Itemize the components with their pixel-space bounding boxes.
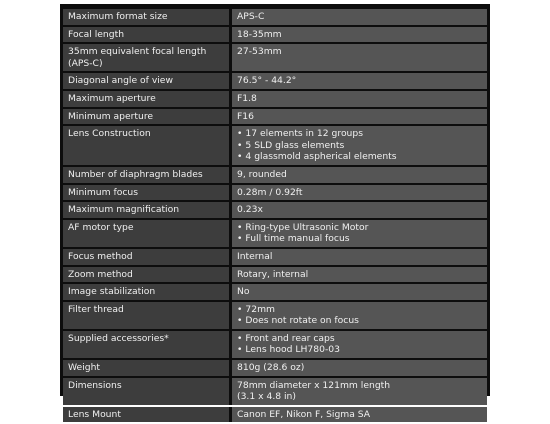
spec-value: APS-C	[229, 9, 487, 25]
table-row	[63, 302, 487, 329]
bullet-list	[237, 128, 483, 163]
list-item: • Ring-type Ultrasonic Motor	[237, 222, 483, 234]
spec-value: 27-53mm	[229, 44, 487, 71]
spec-value: 76.5° - 44.2°	[229, 73, 487, 89]
spec-value: F1.8	[229, 91, 487, 107]
spec-label: Supplied accessories*	[63, 331, 229, 358]
table-row	[63, 73, 487, 89]
table-row	[63, 284, 487, 300]
spec-label: Maximum format size	[63, 9, 229, 25]
spec-value: F16	[229, 109, 487, 125]
list-item: • 5 SLD glass elements	[237, 140, 483, 152]
spec-value: Internal	[229, 249, 487, 265]
spec-label: Image stabilization	[63, 284, 229, 300]
spec-value: 0.23x	[229, 202, 487, 218]
spec-label: Weight	[63, 360, 229, 376]
list-item: • Lens hood LH780-03	[237, 344, 483, 356]
spec-label: Focus method	[63, 249, 229, 265]
dimension-line: 78mm diameter x 121mm length	[237, 379, 391, 391]
spec-value: 18-35mm	[229, 27, 487, 43]
table-row	[63, 91, 487, 107]
spec-label: Diagonal angle of view	[63, 73, 229, 89]
bullet-list	[237, 304, 483, 327]
table-row	[63, 267, 487, 283]
spec-label: Dimensions	[63, 378, 229, 405]
table-row	[63, 126, 487, 165]
table-row	[63, 167, 487, 183]
table-row	[63, 360, 487, 376]
table-row	[63, 220, 487, 247]
spec-value	[229, 220, 487, 247]
list-item: • 72mm	[237, 304, 483, 316]
spec-label: Minimum focus	[63, 185, 229, 201]
dimension-line-imperial: (3.1 x 4.8 in)	[237, 391, 296, 403]
spec-label: 35mm equivalent focal length (APS-C)	[63, 44, 229, 71]
spec-label: Zoom method	[63, 267, 229, 283]
spec-value	[229, 378, 487, 405]
spec-value: No	[229, 284, 487, 300]
table-row	[63, 109, 487, 125]
list-item: • 4 glassmold aspherical elements	[237, 151, 483, 163]
spec-label: Lens Construction	[63, 126, 229, 165]
spec-value: Rotary, internal	[229, 267, 487, 283]
table-row	[63, 44, 487, 71]
spec-value: Canon EF, Nikon F, Sigma SA	[229, 407, 487, 423]
table-row	[63, 249, 487, 265]
bullet-list	[237, 222, 483, 245]
spec-value: 9, rounded	[229, 167, 487, 183]
spec-value	[229, 331, 487, 358]
spec-label: Maximum magnification	[63, 202, 229, 218]
spec-table	[63, 7, 487, 424]
spec-label: Filter thread	[63, 302, 229, 329]
list-item: • Does not rotate on focus	[237, 315, 483, 327]
spec-value	[229, 302, 487, 329]
spec-label: Focal length	[63, 27, 229, 43]
list-item: • Full time manual focus	[237, 233, 483, 245]
bullet-list	[237, 333, 483, 356]
table-row	[63, 27, 487, 43]
list-item: • Front and rear caps	[237, 333, 483, 345]
spec-label: Minimum aperture	[63, 109, 229, 125]
table-row	[63, 185, 487, 201]
list-item: • 17 elements in 12 groups	[237, 128, 483, 140]
spec-label: AF motor type	[63, 220, 229, 247]
table-row	[63, 202, 487, 218]
spec-value	[229, 126, 487, 165]
table-row	[63, 331, 487, 358]
spec-table-frame	[60, 4, 490, 420]
table-row	[63, 407, 487, 423]
spec-value: 0.28m / 0.92ft	[229, 185, 487, 201]
spec-value: 810g (28.6 oz)	[229, 360, 487, 376]
spec-label: Number of diaphragm blades	[63, 167, 229, 183]
table-row	[63, 9, 487, 25]
spec-label: Lens Mount	[63, 407, 229, 423]
table-row	[63, 378, 487, 405]
spec-label: Maximum aperture	[63, 91, 229, 107]
